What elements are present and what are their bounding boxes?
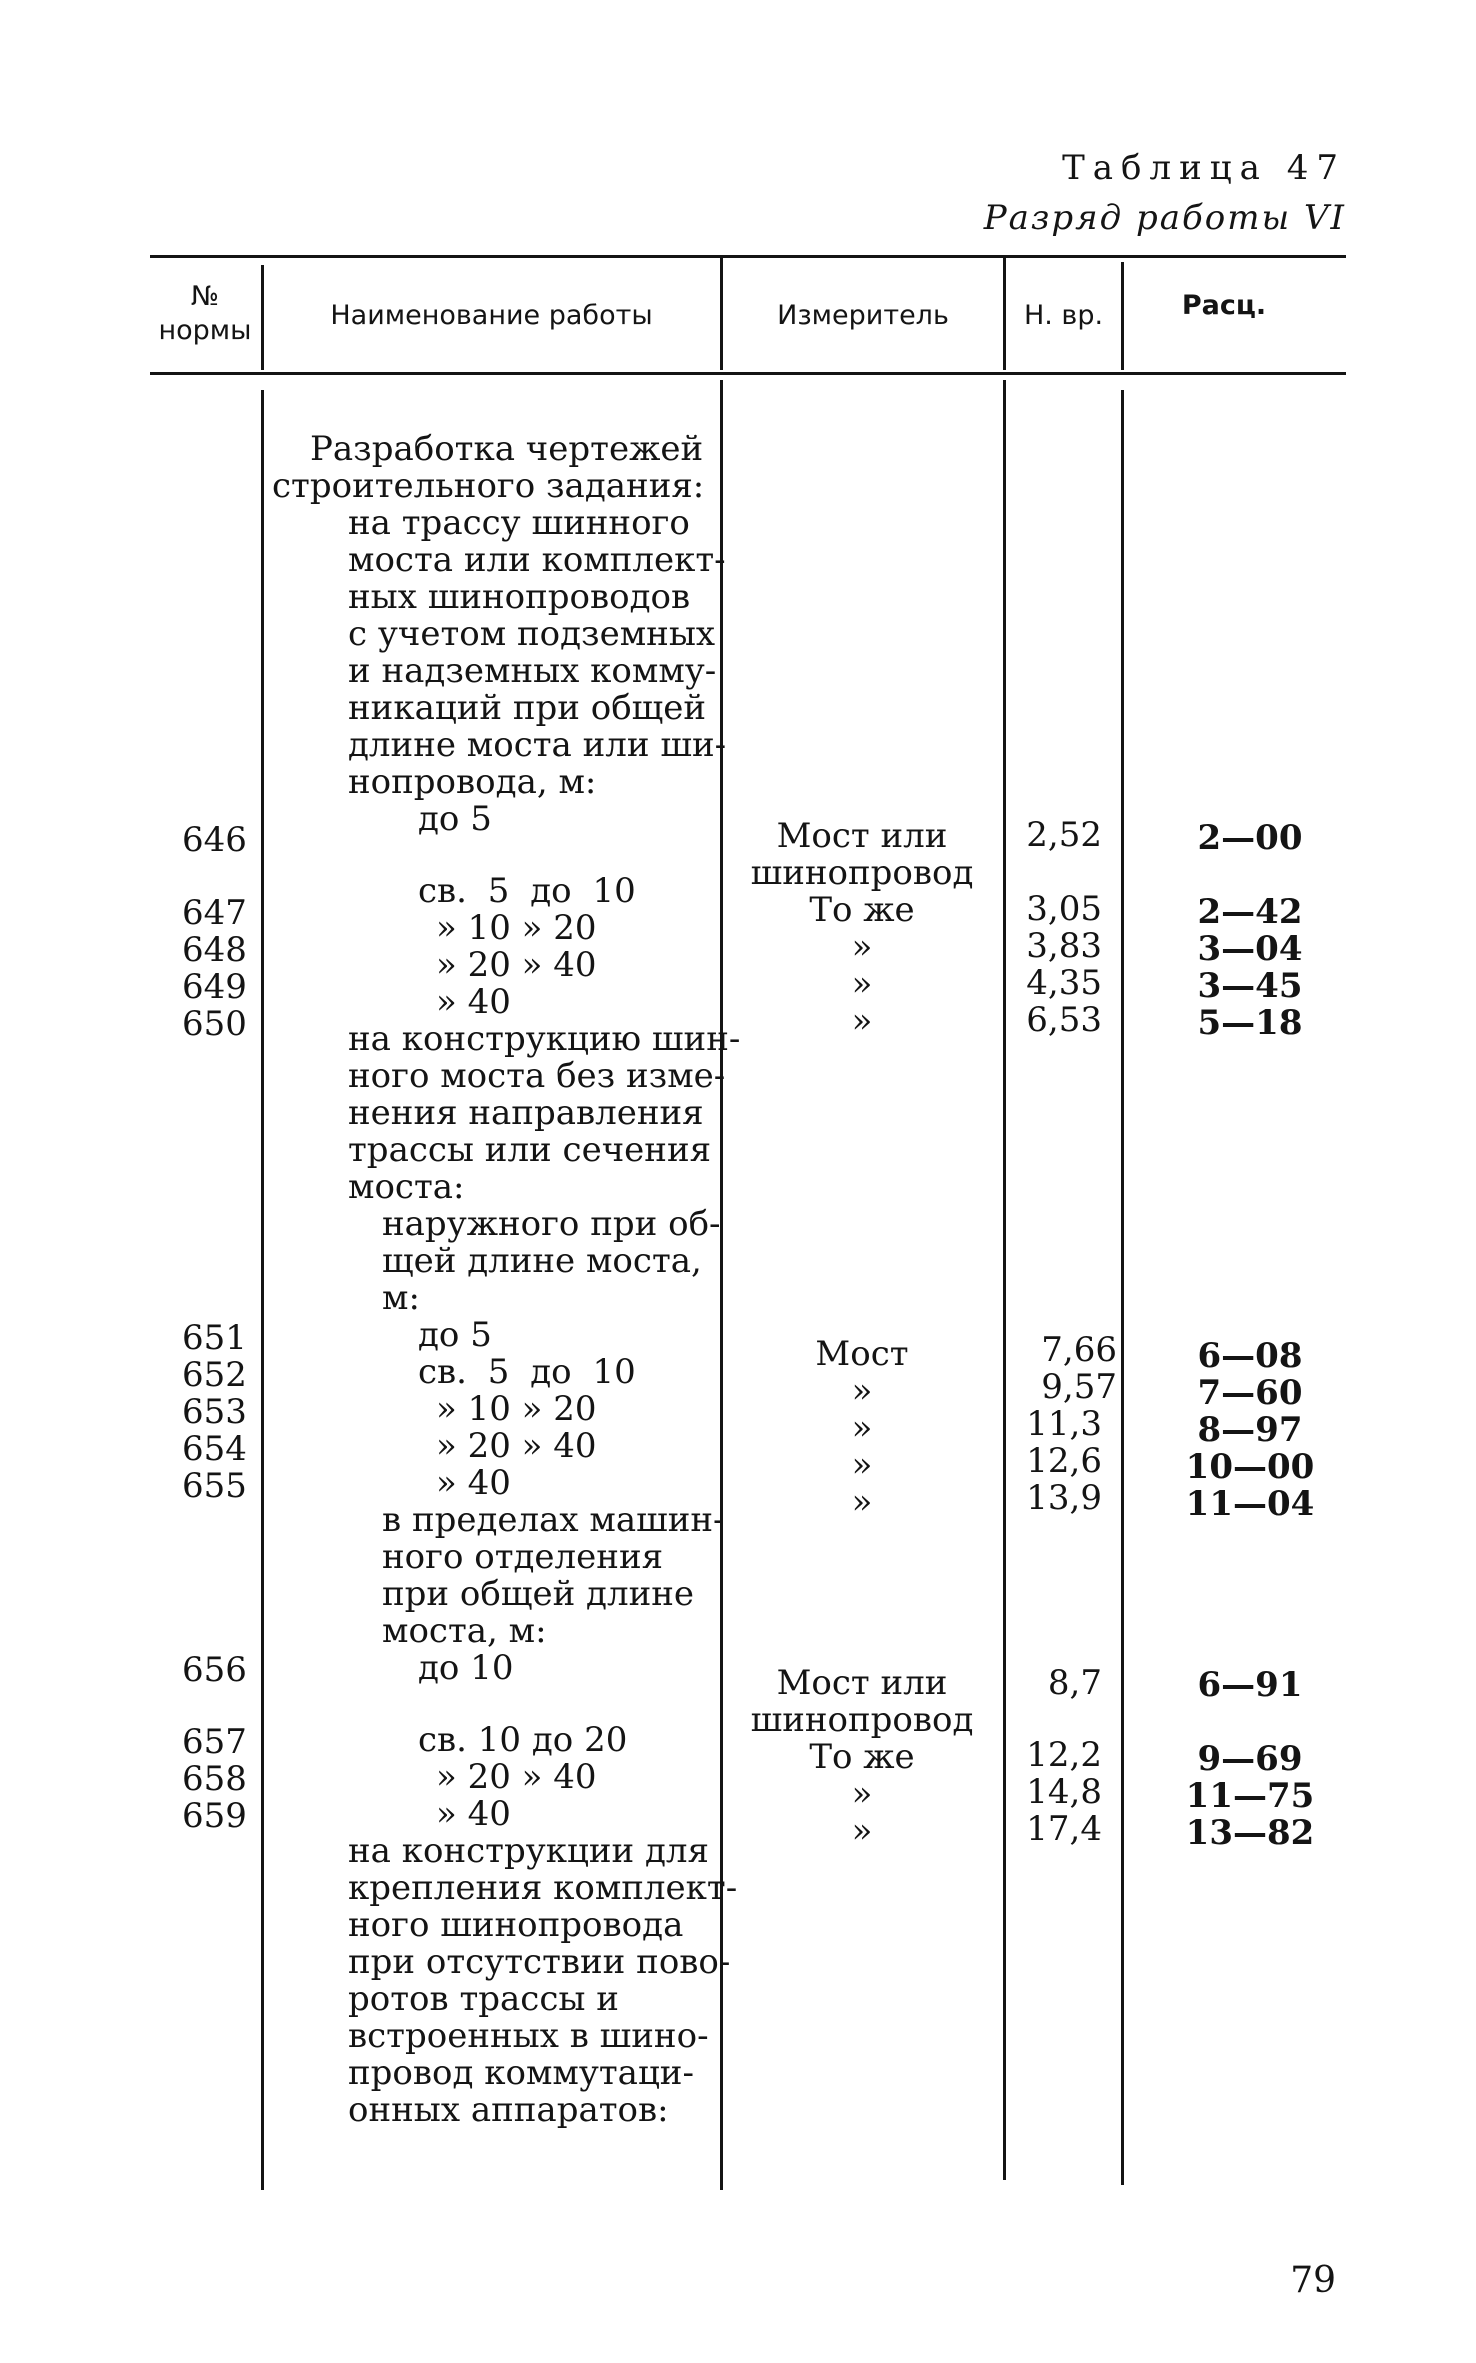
desc-line: щей длине моста, (382, 1241, 702, 1281)
measure-cell: » (851, 964, 873, 1004)
desc-line: при общей длине (382, 1574, 695, 1614)
measure-cell: То же (809, 890, 915, 930)
desc-line: » 20 » 40 (436, 945, 597, 985)
desc-line: трассы или сечения (348, 1130, 712, 1170)
header-work-name: Наименование работы (330, 300, 653, 331)
desc-line: на конструкцию шин- (348, 1019, 741, 1059)
desc-line: м: (382, 1278, 420, 1318)
norm-number: 647 (182, 893, 247, 933)
desc-line: и надземных комму- (348, 651, 717, 691)
time-norm: 9,57 (1041, 1367, 1117, 1407)
time-norm: 2,52 (1026, 815, 1102, 855)
desc-line: » 40 (436, 982, 511, 1022)
norm-number: 648 (182, 930, 247, 970)
measure-cell: » (851, 1774, 873, 1814)
rate-cell: 10—00 (1185, 1447, 1315, 1487)
column-divider-1-body (261, 390, 264, 2190)
desc-line: длине моста или ши- (348, 725, 727, 765)
measure-cell: » (851, 1371, 873, 1411)
desc-line: нопровода, м: (348, 762, 597, 802)
desc-line: нения направления (348, 1093, 704, 1133)
desc-line: на трассу шинного (348, 503, 690, 543)
rate-cell: 11—04 (1185, 1484, 1315, 1524)
norm-number: 657 (182, 1722, 247, 1762)
rate-cell: 2—00 (1197, 818, 1303, 858)
time-norm: 3,05 (1026, 889, 1102, 929)
rate-cell: 3—45 (1197, 966, 1303, 1006)
desc-line: ротов трассы и (348, 1979, 619, 2019)
desc-line: моста, м: (382, 1611, 547, 1651)
desc-line: ного шинопровода (348, 1905, 684, 1945)
norm-number: 650 (182, 1004, 247, 1044)
desc-line: » 40 (436, 1463, 511, 1503)
page-number: 79 (1290, 2260, 1336, 2301)
desc-line: при отсутствии пово- (348, 1942, 731, 1982)
desc-line: св. 5 до 10 (418, 1352, 636, 1392)
time-norm: 8,7 (1047, 1663, 1102, 1703)
header-measure: Измеритель (777, 300, 949, 331)
norm-number: 658 (182, 1759, 247, 1799)
desc-line: провод коммутаци- (348, 2053, 694, 2093)
measure-cell: Мост или (776, 816, 948, 856)
header-norm-no-word: нормы (158, 315, 252, 346)
desc-line: онных аппаратов: (348, 2090, 669, 2130)
desc-line: до 5 (418, 799, 492, 839)
desc-line: строительного задания: (272, 466, 705, 506)
desc-line: до 10 (418, 1648, 514, 1688)
norm-number: 659 (182, 1796, 247, 1836)
table-top-rule (150, 255, 1346, 258)
time-norm: 7,66 (1041, 1330, 1117, 1370)
measure-cell: Мост (815, 1334, 909, 1374)
desc-line: в пределах машин- (382, 1500, 725, 1540)
desc-line: ного отделения (382, 1537, 664, 1577)
rate-cell: 6—91 (1197, 1665, 1303, 1705)
desc-line: никаций при общей (348, 688, 707, 728)
desc-line: до 5 (418, 1315, 492, 1355)
desc-line: моста или комплект- (348, 540, 726, 580)
measure-cell: Мост или (776, 1663, 948, 1703)
time-norm: 12,2 (1026, 1735, 1102, 1775)
rate-cell: 8—97 (1197, 1410, 1303, 1450)
norm-number: 653 (182, 1392, 247, 1432)
time-norm: 14,8 (1026, 1772, 1102, 1812)
norm-number: 652 (182, 1355, 247, 1395)
norm-number: 656 (182, 1650, 247, 1690)
desc-line: » 10 » 20 (436, 908, 597, 948)
desc-line: » 20 » 40 (436, 1757, 597, 1797)
desc-line: крепления комплект- (348, 1868, 738, 1908)
norm-number: 649 (182, 967, 247, 1007)
desc-line: » 20 » 40 (436, 1426, 597, 1466)
measure-cell: » (851, 1001, 873, 1041)
desc-line: на конструкции для (348, 1831, 709, 1871)
time-norm: 3,83 (1026, 926, 1102, 966)
work-grade: Разряд работы VI (983, 198, 1346, 238)
time-norm: 17,4 (1026, 1809, 1102, 1849)
norm-number: 654 (182, 1429, 247, 1469)
rate-cell: 11—75 (1185, 1776, 1315, 1816)
norm-number: 655 (182, 1466, 247, 1506)
rate-cell: 5—18 (1197, 1003, 1303, 1043)
time-norm: 12,6 (1026, 1441, 1102, 1481)
measure-cell: » (851, 1811, 873, 1851)
desc-line: ного моста без изме- (348, 1056, 726, 1096)
time-norm: 6,53 (1026, 1000, 1102, 1040)
desc-line: ных шинопроводов (348, 577, 691, 617)
measure-cell-cont: шинопровод (750, 853, 974, 893)
norm-number: 651 (182, 1318, 247, 1358)
desc-line: встроенных в шино- (348, 2016, 709, 2056)
measure-cell: » (851, 1445, 873, 1485)
desc-line: св. 10 до 20 (418, 1720, 628, 1760)
header-rate: Расц. (1181, 290, 1267, 321)
table-header-rule (150, 372, 1346, 375)
rate-cell: 3—04 (1197, 929, 1303, 969)
desc-line: св. 5 до 10 (418, 871, 636, 911)
rate-cell: 2—42 (1197, 892, 1303, 932)
rate-cell: 6—08 (1197, 1336, 1303, 1376)
column-divider-4-body (1121, 390, 1124, 2185)
header-norm-no-symbol: № (190, 281, 220, 312)
rate-cell: 13—82 (1185, 1813, 1315, 1853)
measure-cell: » (851, 927, 873, 967)
column-divider-2-body (720, 380, 723, 2190)
desc-line: моста: (348, 1167, 465, 1207)
measure-cell-cont: шинопровод (750, 1700, 974, 1740)
header-norm-no (150, 280, 260, 348)
desc-line: » 10 » 20 (436, 1389, 597, 1429)
time-norm: 13,9 (1026, 1478, 1102, 1518)
time-norm: 11,3 (1026, 1404, 1102, 1444)
rate-cell: 7—60 (1197, 1373, 1303, 1413)
measure-cell: » (851, 1408, 873, 1448)
desc-line: Разработка чертежей (310, 429, 704, 469)
desc-line: с учетом подземных (348, 614, 716, 654)
norm-number: 646 (182, 820, 247, 860)
measure-cell: » (851, 1482, 873, 1522)
desc-line: наружного при об- (382, 1204, 721, 1244)
measure-cell: То же (809, 1737, 915, 1777)
rate-cell: 9—69 (1197, 1739, 1303, 1779)
time-norm: 4,35 (1026, 963, 1102, 1003)
desc-line: » 40 (436, 1794, 511, 1834)
header-time: Н. вр. (1023, 300, 1104, 331)
table-label: Таблица 47 (1062, 148, 1346, 188)
column-divider-3-body (1003, 380, 1006, 2180)
